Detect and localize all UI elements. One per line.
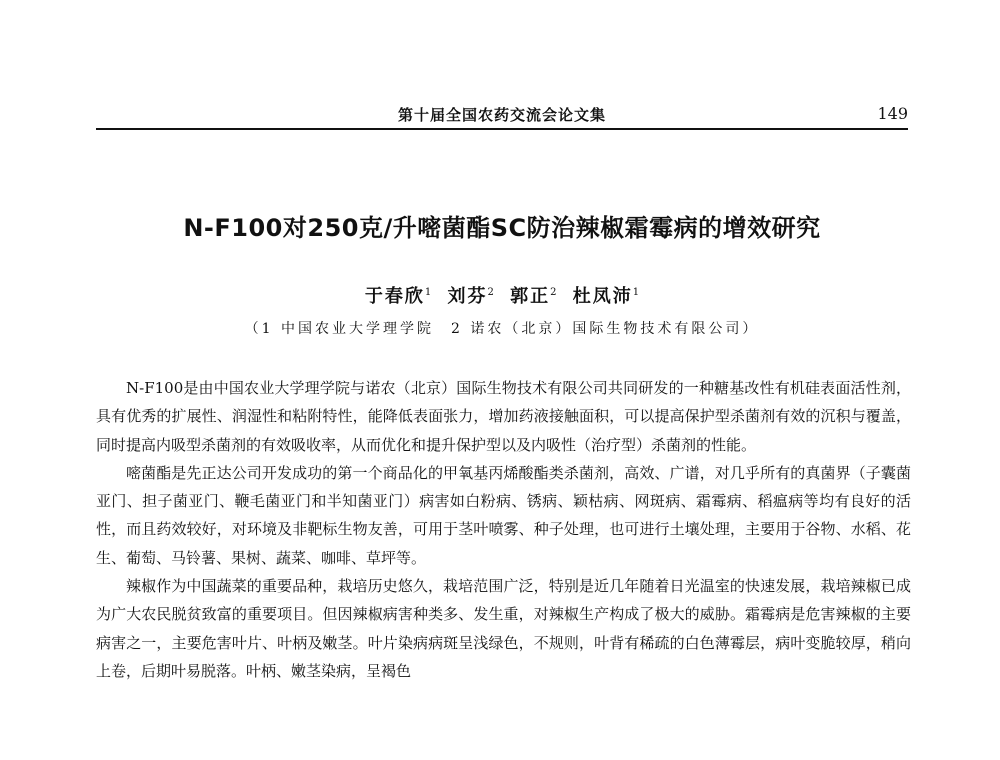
paragraph-pepper: 辣椒作为中国蔬菜的重要品种，栽培历史悠久，栽培范围广泛，特别是近几年随着日光温室的快速发展，栽培辣椒已成为广大农民脱贫致富的重要项目。但因辣椒病害种类多、发生重，对辣椒生产构成了极大的威胁。霜霉病是危害辣椒的主要病害之一，主要危害叶片、叶柄及嫩茎。叶片染病病斑呈浅绿色，不规则，叶背有稀疏的白色薄霉层，病叶变脆较厚，稍向上卷，后期叶易脱落。叶柄、嫩茎染病，呈褐色 [96, 577, 911, 680]
author [510, 286, 556, 307]
journal-title: 第十届全国农药交流会论文集 [397, 106, 606, 124]
paragraph-intro: N-F100是由中国农业大学理学院与诺农（北京）国际生物技术有限公司共同研发的一种糖基改性有机硅表面活性剂，具有优秀的扩展性、润湿性和粘附特性，能降低表面张力，增加药液接触面积，可以提高保护型杀菌剂有效的沉积与覆盖，同时提高内吸型杀菌剂的有效吸收率，从而优化和提升保护型以及内吸性（治疗型）杀菌剂的性能。 [96, 379, 911, 454]
paragraph-azoxystrobin: 嘧菌酯是先正达公司开发成功的第一个商品化的甲氧基丙烯酸酯类杀菌剂，高效、广谱，对几乎所有的真菌界（子囊菌亚门、担子菌亚门、鞭毛菌亚门和半知菌亚门）病害如白粉病、锈病、颖枯病、网斑病、霜霉病、稻瘟病等均有良好的活性，而且药效较好，对环境及非靶标生物友善，可用于茎叶喷雾、种子处理，也可进行土壤处理，主要用于谷物、水稻、花生、葡萄、马铃薯、果树、蔬菜、咖啡、草坪等。 [96, 463, 911, 567]
affiliation-mark: 1 [424, 287, 432, 298]
author-name: 杜凤沛 [572, 286, 633, 307]
author-name: 郭正 [510, 286, 551, 307]
affiliation-mark: 2 [487, 287, 494, 298]
paper-title: N-F100对250克/升嘧菌酯SC防治辣椒霜霉病的增效研究 [183, 214, 821, 242]
affiliation-mark: 1 [632, 287, 640, 298]
author-name: 于春欣 [364, 286, 425, 307]
body-text [96, 374, 911, 685]
author-name: 刘芬 [447, 286, 488, 307]
author-list [96, 282, 908, 308]
affiliations: （1 中国农业大学理学院 2 诺农（北京）国际生物技术有限公司） [244, 321, 760, 337]
running-header [96, 104, 908, 128]
affiliation-mark: 2 [550, 287, 557, 298]
page-number: 149 [877, 104, 908, 123]
author [573, 286, 639, 307]
author [365, 286, 431, 307]
header-rule [96, 128, 908, 130]
author [447, 286, 493, 307]
